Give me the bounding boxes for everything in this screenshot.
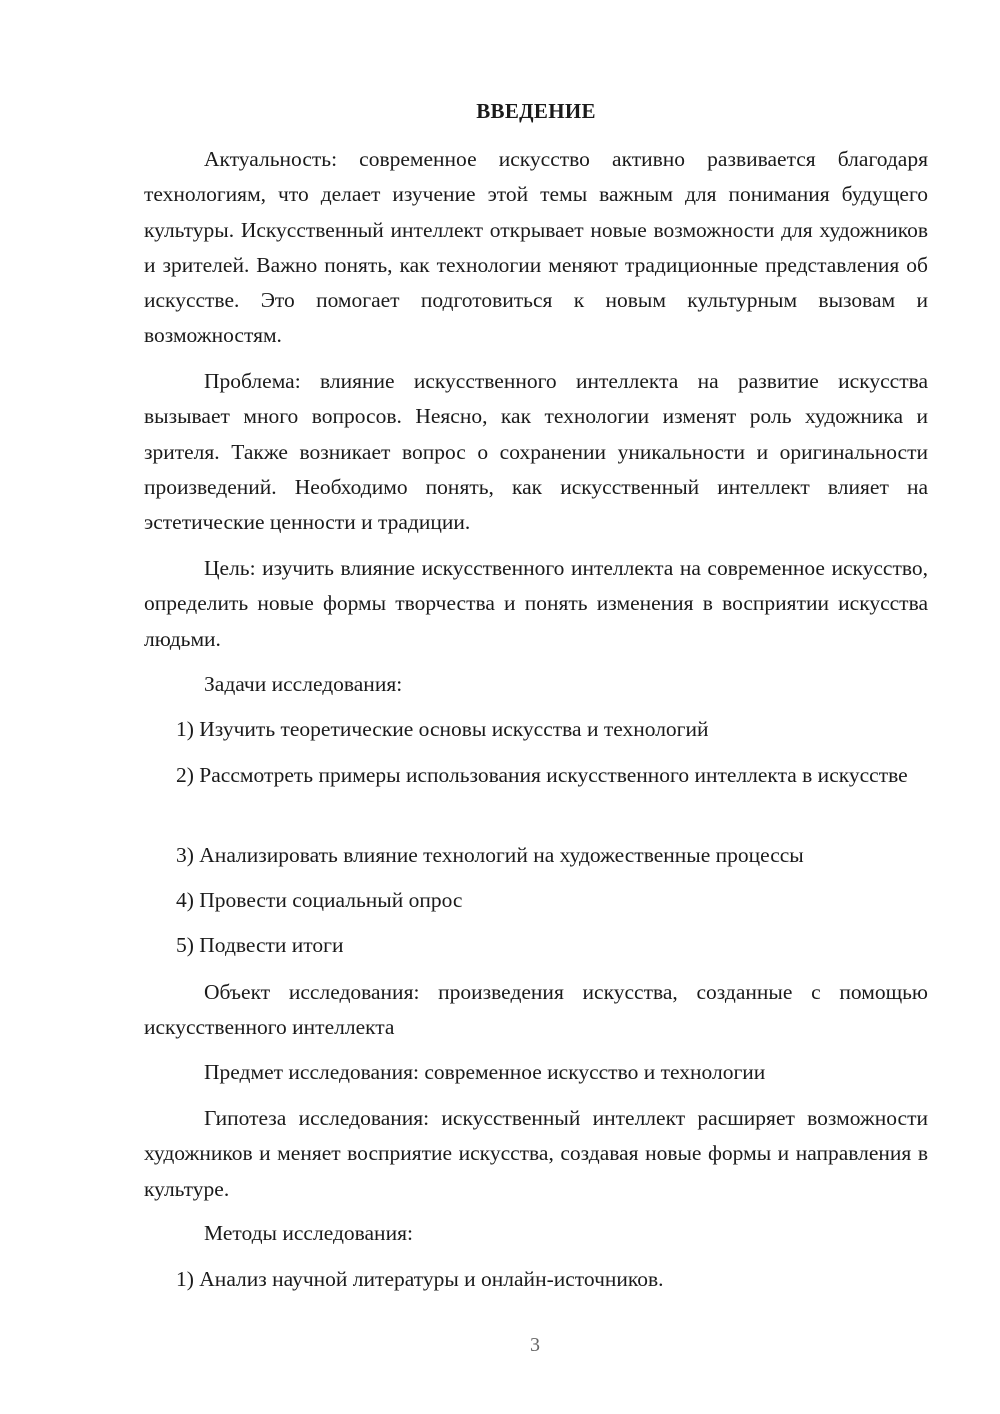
list-item-task-2 [144, 758, 928, 793]
list-item-text: 1) Изучить теоретические основы искусства и технологий [176, 717, 709, 741]
paragraph-text: Гипотеза исследования: искусственный интеллект расширяет возможности художников и меняет восприятие искусства, создавая новые формы и направления в культуре. [144, 1106, 928, 1201]
paragraph-goal [144, 551, 928, 657]
list-item-text: 2) Рассмотреть примеры использования искусственного интеллекта в искусстве [176, 763, 908, 787]
paragraph-text: Задачи исследования: [204, 672, 403, 696]
paragraph-tasks-heading [144, 667, 928, 702]
list-item-text: 5) Подвести итоги [176, 933, 344, 957]
list-item-text: 3) Анализировать влияние технологий на художественные процессы [176, 843, 804, 867]
paragraph-text: Актуальность: современное искусство активно развивается благодаря технологиям, что делает изучение этой темы важным для понимания будущего культуры. Искусственный интеллект открывает новые возможности для художников и зрителей. Важно понять, как технологии меняют традиционные представления об искусстве. Это помогает подготовиться к новым культурным вызовам и возможностям. [144, 147, 928, 348]
paragraph-hypothesis [144, 1101, 928, 1207]
section-heading: ВВЕДЕНИЕ [476, 99, 596, 123]
paragraph-methods-heading [144, 1216, 928, 1251]
paragraph-object [144, 975, 928, 1046]
paragraph-text: Предмет исследования: современное искусство и технологии [204, 1060, 766, 1084]
list-item-text: 4) Провести социальный опрос [176, 888, 463, 912]
paragraph-text: Проблема: влияние искусственного интеллекта на развитие искусства вызывает много вопросов. Неясно, как технологии изменят роль художника и зрителя. Также возникает вопрос о сохранении уникальности и оригинальности произведений. Необходимо понять, как искусственный интеллект влияет на эстетические ценности и традиции. [144, 369, 928, 535]
paragraph-text: Объект исследования: произведения искусства, созданные с помощью искусственного интеллекта [144, 980, 928, 1040]
list-item-method-1 [144, 1262, 928, 1297]
paragraph-relevance [144, 142, 928, 354]
paragraph-problem [144, 364, 928, 540]
list-item-task-4 [144, 883, 928, 918]
paragraph-text: Цель: изучить влияние искусственного интеллекта на современное искусство, определить новые формы творчества и понять изменения в восприятии искусства людьми. [144, 556, 928, 651]
paragraph-subject [144, 1055, 928, 1090]
paragraph-text: Методы исследования: [204, 1221, 413, 1245]
list-item-task-3 [144, 838, 928, 873]
list-item-task-1 [144, 712, 928, 747]
page-number: 3 [530, 1334, 540, 1356]
list-item-task-5 [144, 928, 928, 963]
list-item-text: 1) Анализ научной литературы и онлайн-источников. [176, 1267, 664, 1291]
